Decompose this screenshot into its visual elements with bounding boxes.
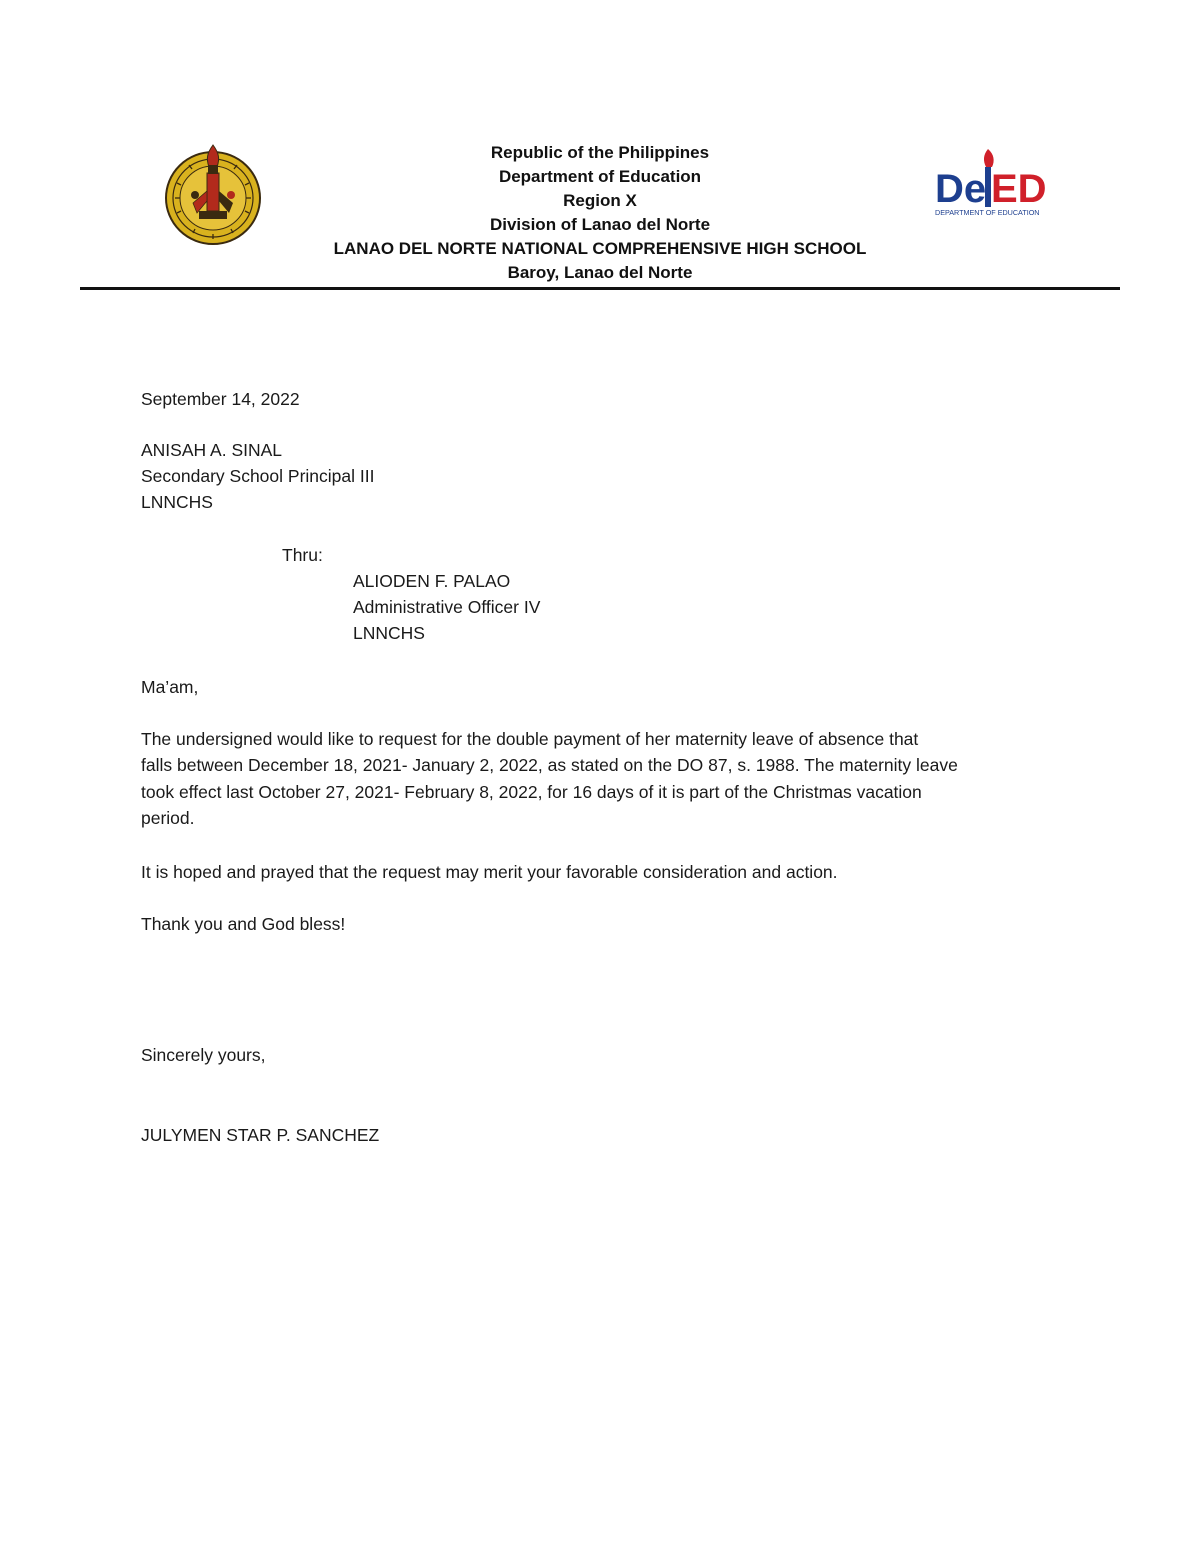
body-line: period. xyxy=(141,807,195,828)
header-division: Division of Lanao del Norte xyxy=(489,215,711,234)
signatory-name: JULYMEN STAR P. SANCHEZ xyxy=(141,1125,380,1145)
body-line: falls between December 18, 2021- January 2, 2022, as stated on the DO 87, s. 1988. The maternity leave xyxy=(141,755,958,776)
body-line: took effect last October 27, 2021- February 8, 2022, for 16 days of it is part of the Christmas vacation xyxy=(141,781,922,802)
request-paragraph: It is hoped and prayed that the request may merit your favorable consideration and action. xyxy=(141,862,838,882)
recipient-name: ANISAH A. SINAL xyxy=(141,440,283,460)
recipient-title: Secondary School Principal III xyxy=(141,466,375,486)
recipient-office: LNNCHS xyxy=(141,492,213,512)
letter-date: September 14, 2022 xyxy=(141,389,300,409)
deped-logo-icon xyxy=(929,145,1051,219)
body-paragraph xyxy=(141,726,1056,831)
salutation: Ma’am, xyxy=(141,677,199,697)
header-school-name: LANAO DEL NORTE NATIONAL COMPREHENSIVE HIGH SCHOOL xyxy=(333,239,867,258)
thru-title: Administrative Officer IV xyxy=(353,597,541,617)
body-line: The undersigned would like to request for the double payment of her maternity leave of absence that xyxy=(141,729,919,749)
header-divider xyxy=(80,287,1120,290)
thru-office: LNNCHS xyxy=(353,623,425,643)
school-seal-icon xyxy=(163,143,263,247)
svg-text:ED: ED xyxy=(991,167,1047,211)
header-region: Region X xyxy=(563,191,637,210)
letterhead xyxy=(300,141,900,285)
complimentary-close: Sincerely yours, xyxy=(141,1045,266,1065)
thru-label: Thru: xyxy=(282,545,323,565)
svg-text:De: De xyxy=(935,167,987,211)
header-department: Department of Education xyxy=(498,167,702,186)
svg-text:DEPARTMENT OF EDUCATION: DEPARTMENT OF EDUCATION xyxy=(935,208,1040,217)
thru-name: ALIODEN F. PALAO xyxy=(353,571,511,591)
header-address: Baroy, Lanao del Norte xyxy=(507,263,693,282)
closing-thanks: Thank you and God bless! xyxy=(141,914,346,934)
header-republic: Republic of the Philippines xyxy=(490,143,710,162)
